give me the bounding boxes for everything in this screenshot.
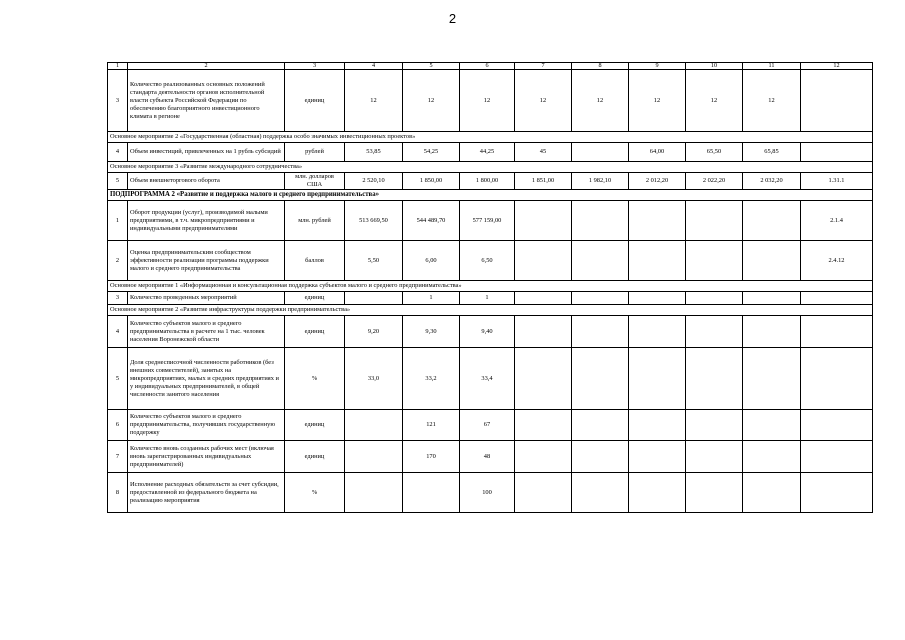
- section-row: [108, 190, 873, 201]
- unit: баллов: [285, 241, 345, 281]
- indicator-name: Количество вновь созданных рабочих мест (включая вновь зарегистрированных индивидуальных предпринимателей): [128, 441, 285, 473]
- value-col-9: [629, 316, 686, 348]
- unit: %: [285, 473, 345, 513]
- value-col-10: 65,50: [686, 143, 743, 162]
- table-row: [108, 70, 873, 132]
- section-title: Основное мероприятие 2 «Развитие инфраструктуры поддержки предпринимательства»: [108, 305, 873, 316]
- value-col-4: [345, 441, 403, 473]
- value-col-9: 64,00: [629, 143, 686, 162]
- value-col-11: [743, 316, 801, 348]
- section-row: [108, 305, 873, 316]
- value-col-6: 1: [460, 292, 515, 305]
- header-cell: 1: [108, 63, 128, 70]
- row-number: 1: [108, 201, 128, 241]
- reference-code: 1.31.1: [801, 173, 873, 190]
- header-cell: 6: [460, 63, 515, 70]
- row-number: 3: [108, 292, 128, 305]
- value-col-10: [686, 201, 743, 241]
- value-col-8: 12: [572, 70, 629, 132]
- value-col-7: [515, 201, 572, 241]
- value-col-11: 2 032,20: [743, 173, 801, 190]
- value-col-8: 1 982,10: [572, 173, 629, 190]
- indicator-name: Оценка предпринимательским сообществом эффективности реализации программы поддержки малого и среднего предпринимательства: [128, 241, 285, 281]
- indicator-name: Количество проведенных мероприятий: [128, 292, 285, 305]
- value-col-10: [686, 348, 743, 410]
- value-col-7: [515, 410, 572, 441]
- section-row: [108, 162, 873, 173]
- value-col-6: 67: [460, 410, 515, 441]
- value-col-10: [686, 316, 743, 348]
- value-col-6: 9,40: [460, 316, 515, 348]
- indicator-name: Объем внешнеторгового оборота: [128, 173, 285, 190]
- table-row: [108, 241, 873, 281]
- value-col-11: 65,85: [743, 143, 801, 162]
- table-row: [108, 316, 873, 348]
- value-col-7: 1 851,00: [515, 173, 572, 190]
- value-col-8: [572, 292, 629, 305]
- indicator-name: Количество реализованных основных положений стандарта деятельности органов исполнительной власти субъекта Российской Федерации по обеспечению благоприятного инвестиционного климата в регионе: [128, 70, 285, 132]
- reference-code: [801, 292, 873, 305]
- value-col-5: 544 489,70: [403, 201, 460, 241]
- value-col-11: 12: [743, 70, 801, 132]
- reference-code: [801, 441, 873, 473]
- unit: единиц: [285, 410, 345, 441]
- value-col-7: 12: [515, 70, 572, 132]
- header-cell: 3: [285, 63, 345, 70]
- value-col-5: 12: [403, 70, 460, 132]
- header-cell: 10: [686, 63, 743, 70]
- value-col-11: [743, 201, 801, 241]
- value-col-4: 513 669,50: [345, 201, 403, 241]
- value-col-9: 2 012,20: [629, 173, 686, 190]
- section-row: [108, 132, 873, 143]
- value-col-5: 121: [403, 410, 460, 441]
- row-number: 6: [108, 410, 128, 441]
- value-col-11: [743, 441, 801, 473]
- indicator-name: Количество субъектов малого и среднего предпринимательства, получивших государственную поддержку: [128, 410, 285, 441]
- row-number: 3: [108, 70, 128, 132]
- row-number: 5: [108, 348, 128, 410]
- reference-code: [801, 143, 873, 162]
- value-col-9: [629, 241, 686, 281]
- section-title: ПОДПРОГРАММА 2 «Развитие и поддержка малого и среднего предпринимательства»: [108, 190, 873, 201]
- value-col-7: [515, 316, 572, 348]
- value-col-11: [743, 292, 801, 305]
- value-col-11: [743, 241, 801, 281]
- value-col-4: [345, 410, 403, 441]
- table-row: [108, 173, 873, 190]
- value-col-6: 6,50: [460, 241, 515, 281]
- section-title: Основное мероприятие 2 «Государственная (областная) поддержка особо значимых инвестиционных проектов»: [108, 132, 873, 143]
- unit: %: [285, 348, 345, 410]
- table-row: [108, 292, 873, 305]
- reference-code: [801, 70, 873, 132]
- value-col-5: 54,25: [403, 143, 460, 162]
- header-cell: 9: [629, 63, 686, 70]
- value-col-6: 1 800,00: [460, 173, 515, 190]
- value-col-6: 12: [460, 70, 515, 132]
- table-row: [108, 410, 873, 441]
- unit: единиц: [285, 316, 345, 348]
- value-col-4: 33,0: [345, 348, 403, 410]
- value-col-6: 33,4: [460, 348, 515, 410]
- table-row: [108, 441, 873, 473]
- value-col-9: 12: [629, 70, 686, 132]
- section-title: Основное мероприятие 1 «Информационная и консультационная поддержка субъектов малого и среднего предпринимательства»: [108, 281, 873, 292]
- value-col-6: 44,25: [460, 143, 515, 162]
- section-row: [108, 281, 873, 292]
- value-col-4: 5,50: [345, 241, 403, 281]
- header-cell: 12: [801, 63, 873, 70]
- value-col-9: [629, 348, 686, 410]
- header-cell: 2: [128, 63, 285, 70]
- value-col-9: [629, 441, 686, 473]
- indicator-name: Количество субъектов малого и среднего предпринимательства в расчете на 1 тыс. человек населения Воронежской области: [128, 316, 285, 348]
- table-row: [108, 201, 873, 241]
- value-col-10: [686, 441, 743, 473]
- unit: рублей: [285, 143, 345, 162]
- table-row: [108, 348, 873, 410]
- indicator-name: Объем инвестиций, привлеченных на 1 рубль субсидий: [128, 143, 285, 162]
- value-col-5: 6,00: [403, 241, 460, 281]
- header-row: [108, 63, 873, 70]
- reference-code: [801, 410, 873, 441]
- value-col-8: [572, 241, 629, 281]
- header-cell: 11: [743, 63, 801, 70]
- value-col-9: [629, 201, 686, 241]
- value-col-10: [686, 410, 743, 441]
- unit: единиц: [285, 70, 345, 132]
- value-col-8: [572, 410, 629, 441]
- value-col-8: [572, 143, 629, 162]
- indicator-name: Исполнение расходных обязательств за счет субсидии, предоставленной из федерального бюджета на реализацию мероприятия: [128, 473, 285, 513]
- value-col-7: [515, 241, 572, 281]
- value-col-9: [629, 473, 686, 513]
- header-cell: 4: [345, 63, 403, 70]
- value-col-7: 45: [515, 143, 572, 162]
- indicator-name: Доля среднесписочной численности работников (без внешних совместителей), занятых на микропредприятиях, малых и средних предприятиях и у индивидуальных предпринимателей, в общей численности занятого населения: [128, 348, 285, 410]
- value-col-4: 53,85: [345, 143, 403, 162]
- value-col-6: 577 159,00: [460, 201, 515, 241]
- value-col-5: 1 850,00: [403, 173, 460, 190]
- value-col-11: [743, 348, 801, 410]
- value-col-4: [345, 473, 403, 513]
- reference-code: [801, 348, 873, 410]
- page-number: 2: [448, 11, 457, 26]
- value-col-4: [345, 292, 403, 305]
- row-number: 2: [108, 241, 128, 281]
- value-col-10: [686, 292, 743, 305]
- value-col-8: [572, 316, 629, 348]
- table-row: [108, 473, 873, 513]
- value-col-6: 48: [460, 441, 515, 473]
- value-col-10: [686, 241, 743, 281]
- row-number: 4: [108, 143, 128, 162]
- value-col-10: 12: [686, 70, 743, 132]
- value-col-8: [572, 441, 629, 473]
- header-cell: 5: [403, 63, 460, 70]
- header-cell: 8: [572, 63, 629, 70]
- value-col-7: [515, 348, 572, 410]
- row-number: 8: [108, 473, 128, 513]
- reference-code: 2.4.12: [801, 241, 873, 281]
- value-col-5: 9,30: [403, 316, 460, 348]
- reference-code: 2.1.4: [801, 201, 873, 241]
- value-col-4: 2 520,10: [345, 173, 403, 190]
- unit: млн. долларов США: [285, 173, 345, 190]
- table-body: [108, 63, 873, 513]
- value-col-6: 100: [460, 473, 515, 513]
- table-row: [108, 143, 873, 162]
- value-col-9: [629, 292, 686, 305]
- value-col-10: [686, 473, 743, 513]
- value-col-7: [515, 292, 572, 305]
- value-col-4: 9,20: [345, 316, 403, 348]
- value-col-8: [572, 348, 629, 410]
- unit: единиц: [285, 292, 345, 305]
- value-col-10: 2 022,20: [686, 173, 743, 190]
- indicator-name: Оборот продукции (услуг), производимой малыми предприятиями, в т.ч. микропредприятиями и индивидуальными предпринимателями: [128, 201, 285, 241]
- indicators-table: [107, 62, 873, 513]
- unit: млн. рублей: [285, 201, 345, 241]
- value-col-11: [743, 410, 801, 441]
- row-number: 5: [108, 173, 128, 190]
- value-col-7: [515, 473, 572, 513]
- value-col-9: [629, 410, 686, 441]
- header-cell: 7: [515, 63, 572, 70]
- section-title: Основное мероприятие 3 «Развитие международного сотрудничества»: [108, 162, 873, 173]
- unit: единиц: [285, 441, 345, 473]
- value-col-5: [403, 473, 460, 513]
- value-col-5: 33,2: [403, 348, 460, 410]
- row-number: 4: [108, 316, 128, 348]
- value-col-5: 170: [403, 441, 460, 473]
- value-col-8: [572, 473, 629, 513]
- reference-code: [801, 316, 873, 348]
- value-col-4: 12: [345, 70, 403, 132]
- value-col-7: [515, 441, 572, 473]
- reference-code: [801, 473, 873, 513]
- row-number: 7: [108, 441, 128, 473]
- value-col-11: [743, 473, 801, 513]
- value-col-5: 1: [403, 292, 460, 305]
- value-col-8: [572, 201, 629, 241]
